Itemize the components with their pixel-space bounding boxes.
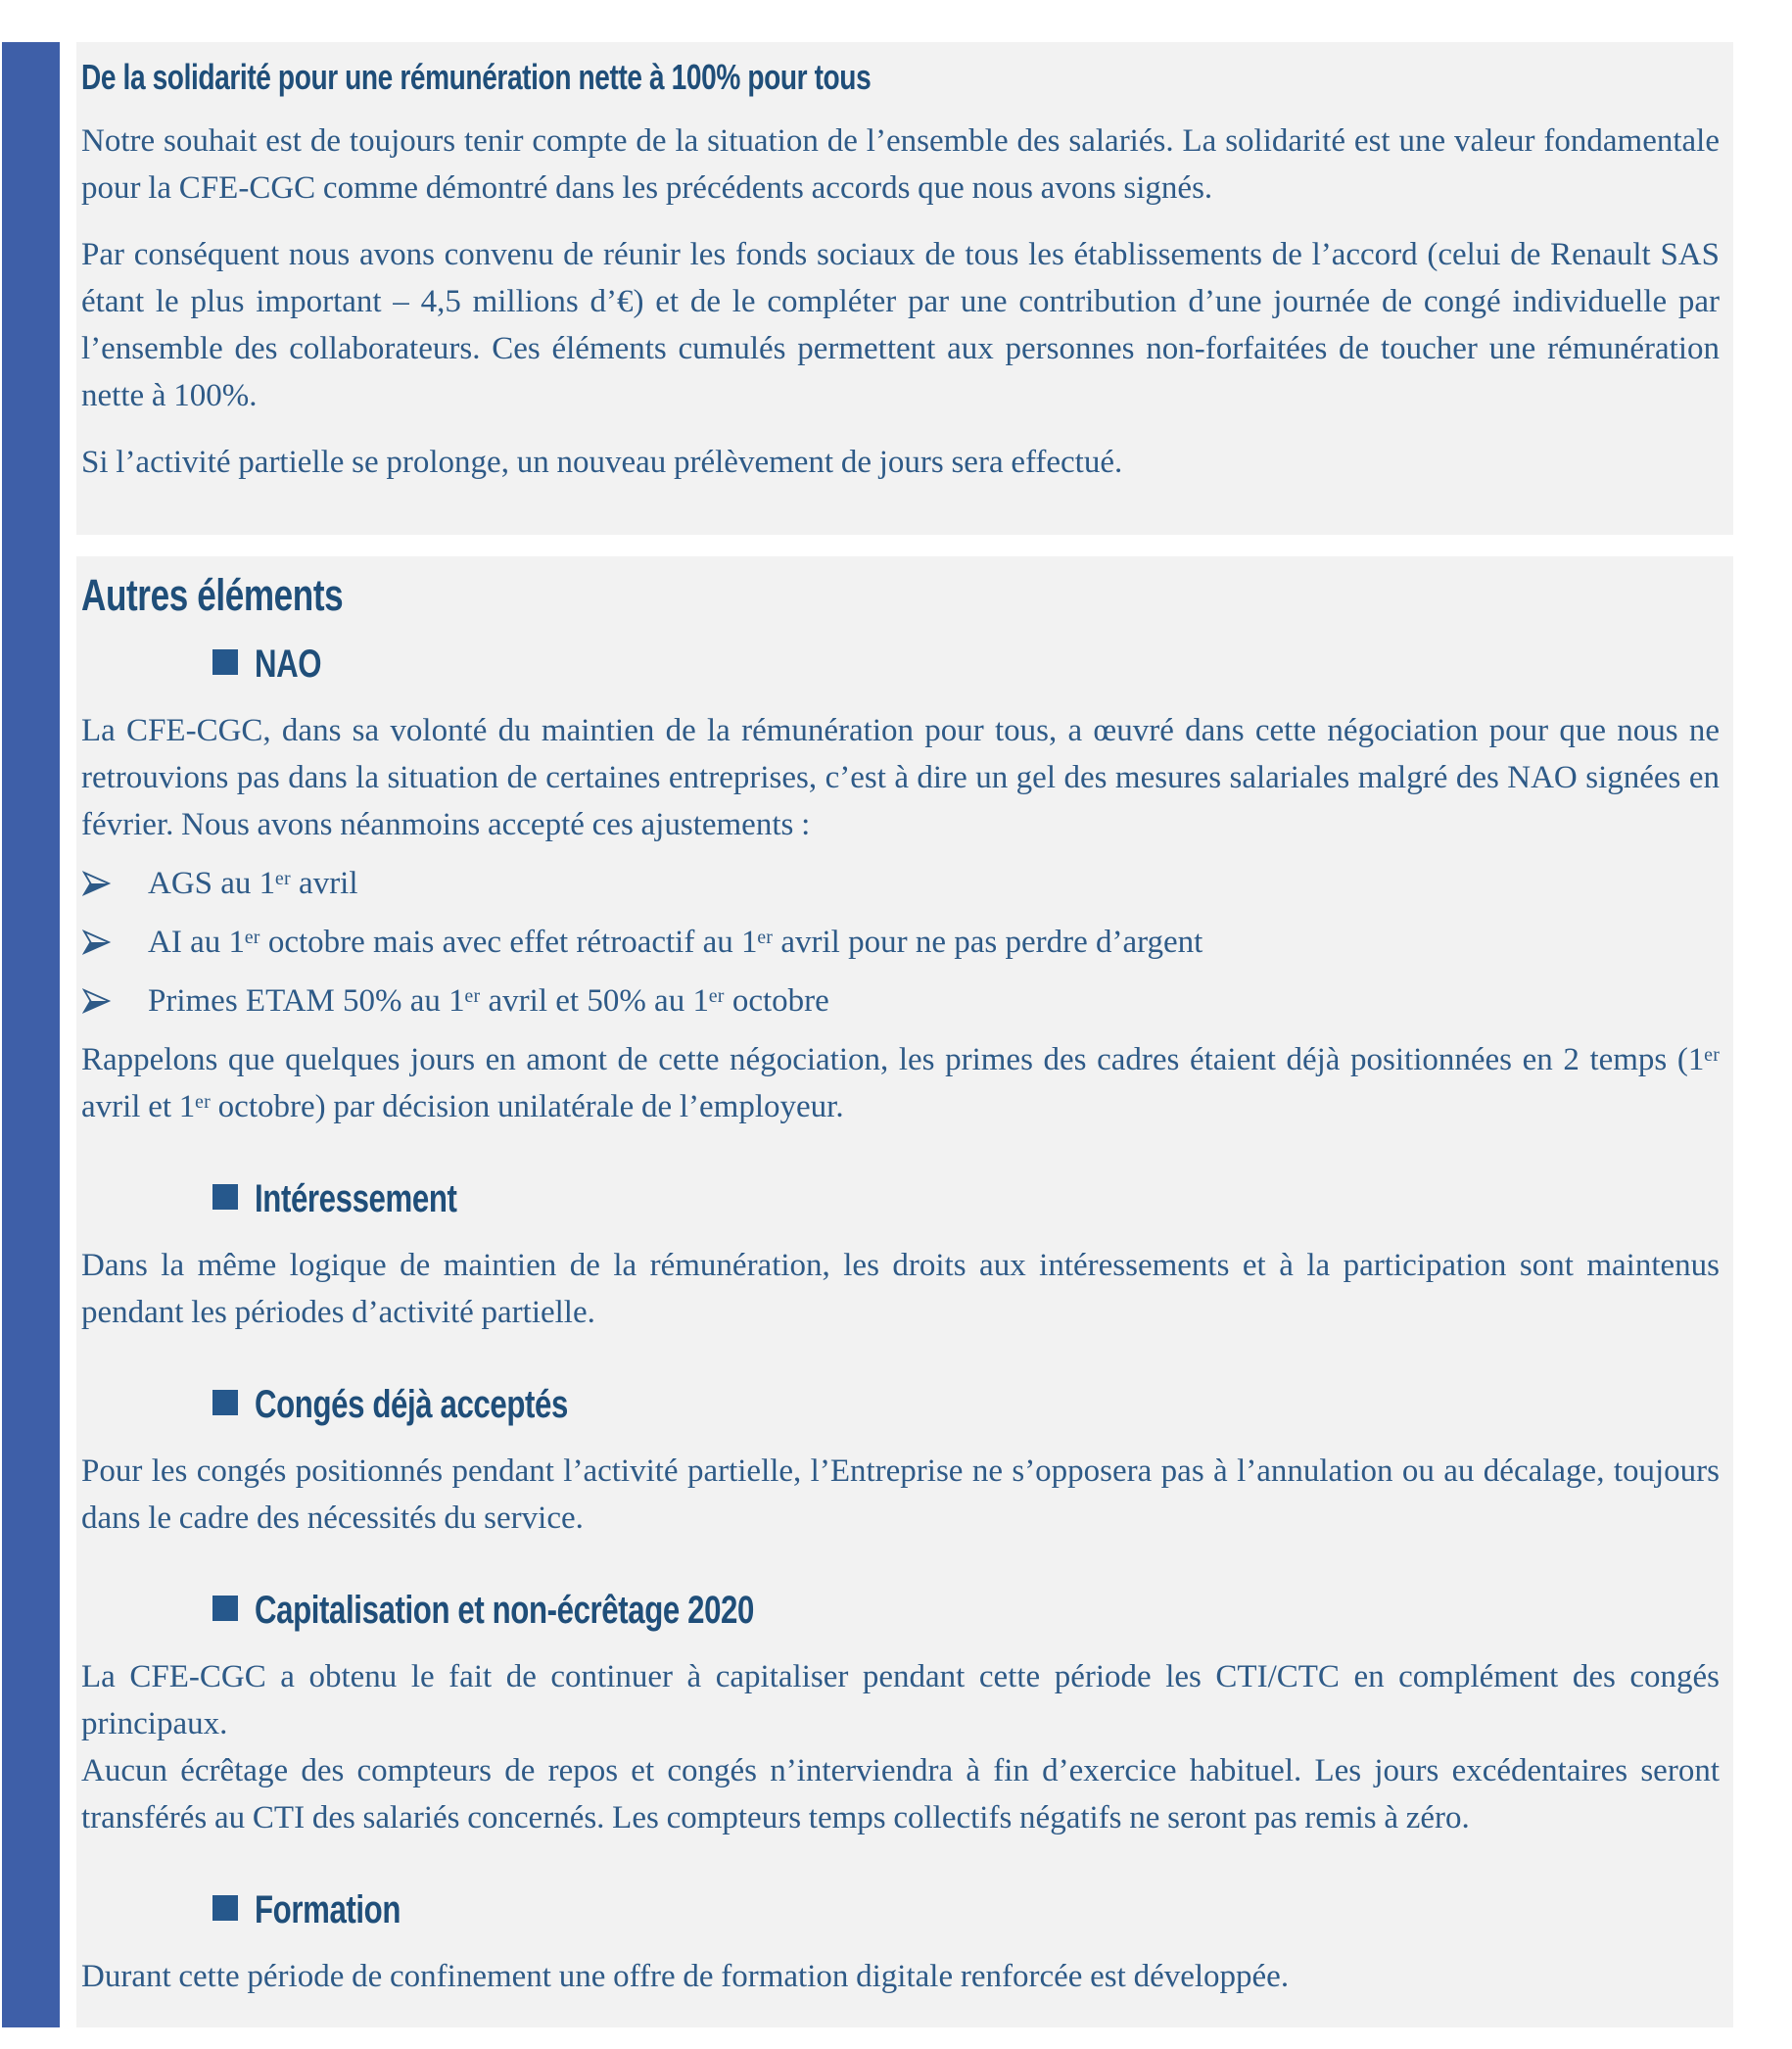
list-item-text: AGS au 1ᵉʳ avril <box>148 866 358 901</box>
section-autres-elements <box>76 556 1733 2027</box>
subsection-title: Intéressement <box>255 1177 457 1220</box>
paragraph: Dans la même logique de maintien de la rémunération, les droits aux intéressements et à la participation sont maintenus pendant les périodes d’activité partielle. <box>81 1248 1720 1330</box>
paragraph: Par conséquent nous avons convenu de réunir les fonds sociaux de tous les établissements de l’accord (celui de Renault SAS étant le plus important – 4,5 millions d’€) et de le compléter par une contribution d’une journée de congé individuelle par l’ensemble des collaborateurs. Ces éléments cumulés permettent aux personnes non-forfaitées de toucher une rémunération nette à 100%. <box>81 237 1720 413</box>
paragraph: Notre souhait est de toujours tenir compte de la situation de l’ensemble des salariés. La solidarité est une valeur fondamentale pour la CFE-CGC comme démontré dans les précédents accords que nous avons signés. <box>81 123 1720 206</box>
square-bullet-icon <box>212 1596 238 1621</box>
square-bullet-icon <box>212 1390 238 1415</box>
list-item <box>81 977 1720 1024</box>
section-solidarite-heading <box>81 52 1720 104</box>
square-bullet-icon <box>212 1184 238 1210</box>
list-item <box>81 919 1720 966</box>
subsection-heading-interessement <box>81 1173 1720 1232</box>
paragraph: Durant cette période de confinement une offre de formation digitale renforcée est développée. <box>81 1959 1290 1994</box>
square-bullet-icon <box>212 649 238 675</box>
section-autres-heading <box>81 568 1720 631</box>
section-solidarite <box>76 42 1733 535</box>
subsection-title: Formation <box>255 1888 401 1931</box>
paragraph: Pour les congés positionnés pendant l’activité partielle, l’Entreprise ne s’opposera pas à l’annulation ou au décalage, toujours dans le cadre des nécessités du service. <box>81 1453 1720 1536</box>
paragraph: La CFE-CGC, dans sa volonté du maintien de la rémunération pour tous, a œuvré dans cette négociation pour que nous ne retrouvions pas dans la situation de certaines entreprises, c’est à dire un gel des mesures salariales malgré des NAO signées en février. Nous avons néanmoins accepté ces ajustements : <box>81 713 1720 842</box>
subsection-heading-conges <box>81 1379 1720 1438</box>
paragraph: Si l’activité partielle se prolonge, un nouveau prélèvement de jours sera effectué. <box>81 445 1123 480</box>
subsection-heading-capitalisation <box>81 1585 1720 1644</box>
section-solidarite-heading-text: De la solidarité pour une rémunération nette à 100% pour tous <box>81 57 872 97</box>
list-item-text: AI au 1ᵉʳ octobre mais avec effet rétroactif au 1ᵉʳ avril pour ne pas perdre d’argent <box>148 925 1203 960</box>
subsection-title: NAO <box>255 643 322 686</box>
subsection-title: Congés déjà acceptés <box>255 1383 568 1426</box>
paragraph: Rappelons que quelques jours en amont de cette négociation, les primes des cadres étaient déjà positionnées en 2 temps (1ᵉʳ avril et 1ᵉʳ octobre) par décision unilatérale de l’employeur. <box>81 1042 1720 1124</box>
paragraph: La CFE-CGC a obtenu le fait de continuer à capitaliser pendant cette période les CTI/CTC en complément des congés principaux. <box>81 1659 1720 1741</box>
left-accent-bar <box>2 42 60 2027</box>
nao-bullet-list <box>81 860 1720 1024</box>
list-item <box>81 860 1720 907</box>
square-bullet-icon <box>212 1895 238 1921</box>
paragraph: Aucun écrêtage des compteurs de repos et congés n’interviendra à fin d’exercice habituel. Les jours excédentaires seront transférés au CTI des salariés concernés. Les compteurs temps collectifs négatifs ne seront pas remis à zéro. <box>81 1753 1720 1835</box>
subsection-heading-formation <box>81 1884 1720 1943</box>
subsection-heading-nao <box>81 639 1720 697</box>
section-autres-heading-text: Autres éléments <box>81 570 344 620</box>
list-item-text: Primes ETAM 50% au 1ᵉʳ avril et 50% au 1ᵉʳ octobre <box>148 983 829 1019</box>
subsection-title: Capitalisation et non-écrêtage 2020 <box>255 1589 754 1632</box>
arrow-bullet-icon <box>82 929 112 955</box>
arrow-bullet-icon <box>82 988 112 1014</box>
arrow-bullet-icon <box>82 871 112 896</box>
